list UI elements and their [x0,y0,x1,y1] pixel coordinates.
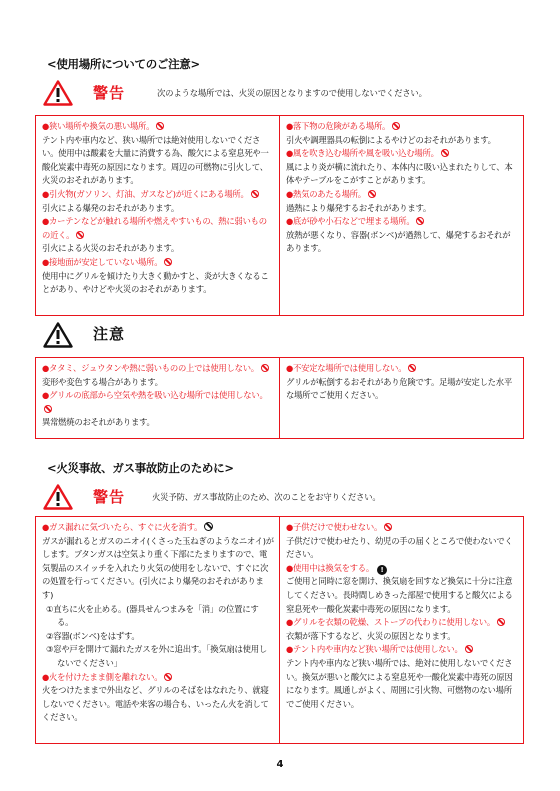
list-item: ●落下物の危険がある場所。 [286,120,518,134]
list-item: ●風を吹き込む場所や風を吸い込む場所。 [286,147,518,161]
warning-box-left-column [36,517,280,743]
warning-row-1 [43,80,523,106]
list-item: ●底が砂や小石などで埋まる場所。 [286,215,518,229]
bullet-icon: ● [42,522,50,532]
bullet-icon: ● [286,188,294,199]
list-item: ●タタミ、ジュウタンや熱に弱いものの上では使用しない。 [42,362,274,376]
list-item: ●狭い場所や換気の悪い場所。 [42,120,274,134]
list-item: ●グリルの底部から空気や熱を吸い込む場所では使用しない。 [42,389,274,416]
item-body: 変形や変色する場合があります。 [42,376,163,387]
warning-box-usage-location [35,115,524,316]
list-item: ●子供だけで使わせない。 [286,521,518,535]
item-body: 異常燃焼のおそれがあります。 [42,417,155,428]
warning-row-2 [43,484,523,510]
section-title-fire-gas-prevention: <火災事故、ガス事故防止のために> [47,461,234,475]
list-item: ●グリルを衣類の乾燥、ストーブの代わりに使用しない。 [286,616,518,630]
list-item: ●熱気のあたる場所。 [286,188,518,202]
bullet-icon: ● [42,121,50,131]
list-item: ●不安定な場所では使用しない。 [286,362,518,376]
warning-triangle-icon [43,80,73,106]
bullet-icon: ● [286,644,294,655]
item-body: 子供だけで使わせたり、幼児の手の届くところで使わないでください。 [286,535,513,560]
bullet-icon: ● [42,363,50,373]
caution-box-left-column [36,358,280,438]
prohibition-icon [497,618,505,626]
warning-box-left-column [36,116,280,315]
list-item: ●使用中は換気をする。 ! [286,562,518,576]
item-body: 火をつけたままで外出など、グリルのそばをはなれたり、就寝しないでください。電話や来客の場合も、いったん火を消してください。 [42,685,269,723]
prohibition-icon [408,364,416,372]
prohibition-icon [261,364,269,372]
prohibition-icon [392,122,400,130]
section-title-usage-location: <使用場所についてのご注意> [47,57,200,71]
item-body: 引火による爆発のおそれがあります。 [42,202,179,213]
prohibition-icon [384,523,392,531]
prohibition-icon [44,405,52,413]
warning-description: 次のような場所では、火災の原因となりますので使用しないでください。 [157,88,427,98]
item-body: 過熱により爆発するおそれがあります。 [286,202,432,213]
list-item: ●火を付けたまま側を離れない。 [42,671,274,685]
warning-triangle-icon [43,484,73,510]
warning-label: 警告 [93,488,126,506]
list-item: ●カーテンなどが触れる場所や燃えやすいもの、熱に弱いものの近く。 [42,216,267,240]
step-item: ③窓や戸を開けて漏れたガスを外に追出す。「換気扇は使用しないでください」 [46,644,267,668]
bullet-icon: ● [286,617,294,628]
prohibition-icon [465,645,473,653]
prohibition-icon [368,190,376,198]
item-body: 衣類が落下するなど、火災の原因となります。 [286,630,456,641]
mandatory-icon: ! [377,565,387,575]
caution-triangle-icon [43,322,73,348]
caution-label: 注意 [93,325,126,343]
bullet-icon: ● [42,671,50,682]
item-body: ガスが漏れるとガスのニオイ(くさった玉ねぎのようなニオイ)がします。ブタンガスは空気より重く下部にたまりますので、電気製品のスイッチを入れたり火気の使用をしないで、すぐに次の処置を行ってください。(引火により爆発のおそれがあります) [42,535,274,600]
list-item: ●テント内や車内など狭い場所では使用しない。 [286,643,518,657]
bullet-icon: ● [286,522,294,532]
no-fire-icon [204,522,213,531]
caution-box [35,357,524,439]
prohibition-icon [251,190,259,198]
list-item: ●接地面が安定していない場所。 [42,256,274,270]
prohibition-icon [164,258,172,266]
list-item: ●引火物(ガソリン、灯油、ガスなど)が近くにある場所。 [42,188,274,202]
bullet-icon: ● [286,148,294,159]
warning-box-right-column [280,116,523,315]
bullet-icon: ● [42,188,50,199]
item-body: 引火や調理器具の転倒によるやけどのおそれがあります。 [286,134,496,145]
bullet-icon: ● [286,216,294,227]
warning-box-right-column [280,517,523,743]
item-body: グリルが転倒するおそれがあり危険です。足場が安定した水平な場所でご使用ください。 [286,376,512,401]
warning-box-fire-gas-prevention [35,516,524,744]
bullet-icon: ● [286,562,294,573]
warning-description: 火災予防、ガス事故防止のため、次のことをお守りください。 [152,492,381,502]
item-body: 放熱が悪くなり、容器(ボンベ)が過熱して、爆発するおそれがあります。 [286,229,511,254]
item-body: 風により炎が横に流れたり、本体内に吸い込まれたりして、本体やテーブルをこがすことがあります。 [286,161,513,186]
step-item: ②容器(ボンベ)をはずす。 [46,630,140,641]
prohibition-icon [441,149,449,157]
page-number: 4 [276,759,284,770]
caution-box-right-column [280,358,523,438]
bullet-icon: ● [42,216,50,227]
prohibition-icon [164,673,172,681]
prohibition-icon [416,217,424,225]
caution-row [43,322,523,348]
item-body: ご使用と同時に窓を開け、換気扇を回すなど換気に十分に注意してください。長時間しめきった部屋で使用すると酸欠による窒息死や一酸化炭素中毒死の原因になります。 [286,576,513,614]
warning-label: 警告 [93,84,126,102]
item-body: 引火による火災のおそれがあります。 [42,243,179,254]
bullet-icon: ● [42,390,50,401]
bullet-icon: ● [42,256,50,267]
step-item: ①直ちに火を止める。(器具せんつまみを「消」の位置にする。 [46,603,259,628]
bullet-icon: ● [286,363,294,373]
prohibition-icon [76,231,84,239]
item-body: テント内や車内など狭い場所では、絶対に使用しないでください。換気が悪いと酸欠による窒息死や一酸化炭素中毒死の原因になります。風通しがよく、周囲に引火物、可燃物のない場所でご使用ください。 [286,657,513,709]
item-body: テント内や車内など、狭い場所では絶対使用しないでください。使用中は酸素を大量に消費する為、酸欠による窒息死や一酸化炭素中毒死の原因になります。周辺の可燃物に引火して、火災のおそれがあります。 [42,134,269,186]
item-body: 使用中にグリルを傾けたり大きく動かすと、炎が大きくなることがあり、やけどや火災のおそれがあります。 [42,270,269,295]
prohibition-icon [156,122,164,130]
list-item: ●ガス漏れに気づいたら、すぐに火を消す。 [42,521,274,535]
bullet-icon: ● [286,121,294,131]
